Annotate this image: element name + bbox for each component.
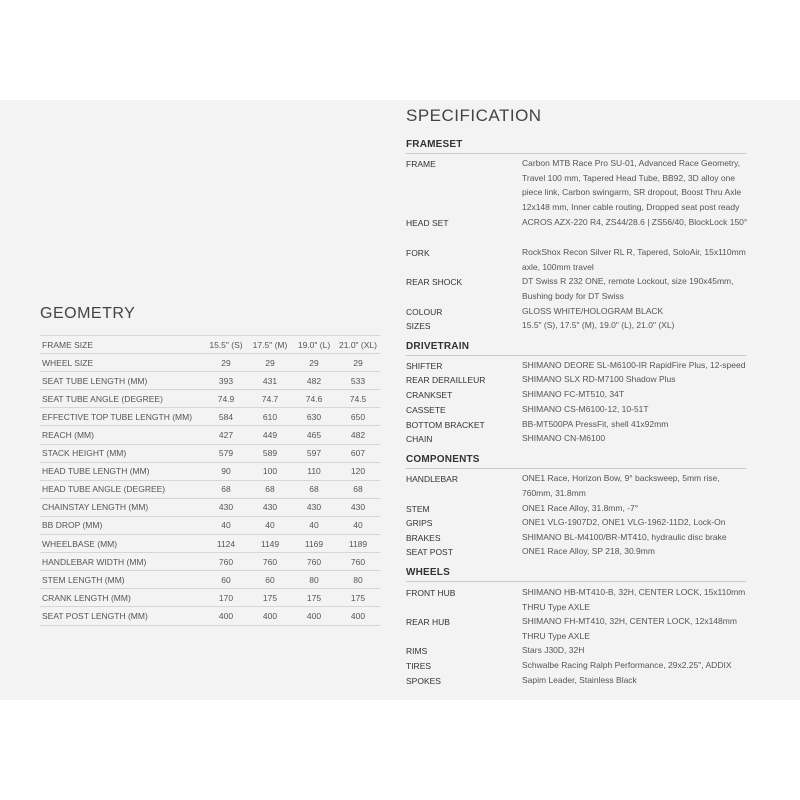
table-row (40, 607, 380, 625)
row-label-cell: REACH (MM) (40, 426, 204, 444)
value-cell: 68 (248, 480, 292, 498)
table-row (40, 408, 380, 426)
value-cell: 68 (336, 480, 380, 498)
value-cell: 630 (292, 408, 336, 426)
value-cell: 175 (292, 589, 336, 607)
value-cell: 80 (292, 571, 336, 589)
spec-label-fork: FORK (406, 248, 430, 258)
table-row (40, 535, 380, 553)
table-row (40, 498, 380, 516)
value-cell: 597 (292, 444, 336, 462)
table-row (40, 553, 380, 571)
value-cell: 29 (336, 354, 380, 372)
row-label-cell: HANDLEBAR WIDTH (MM) (40, 553, 204, 571)
row-label-cell: SEAT TUBE LENGTH (MM) (40, 372, 204, 390)
spec-value-bottom-bracket: BB-MT500PA PressFit, shell 41x92mm (522, 419, 669, 429)
row-label-cell: STEM LENGTH (MM) (40, 571, 204, 589)
table-row (40, 589, 380, 607)
row-label-cell: EFFECTIVE TOP TUBE LENGTH (MM) (40, 408, 204, 426)
value-cell: 400 (204, 607, 248, 625)
spec-value-colour: GLOSS WHITE/HOLOGRAM BLACK (522, 306, 664, 316)
value-cell: 29 (204, 354, 248, 372)
row-label-cell: WHEEL SIZE (40, 354, 204, 372)
header-cell: 17.5" (M) (248, 336, 292, 354)
value-cell: 74.9 (204, 390, 248, 408)
table-row (40, 516, 380, 534)
spec-label-stem: STEM (406, 504, 430, 514)
spec-label-seat-post: SEAT POST (406, 547, 453, 557)
specification-title: SPECIFICATION (406, 106, 542, 125)
row-label-cell: STACK HEIGHT (MM) (40, 444, 204, 462)
table-row (40, 462, 380, 480)
spec-label-handlebar: HANDLEBAR (406, 474, 458, 484)
spec-value-frame: Carbon MTB Race Pro SU-01, Advanced Race Geometry, Travel 100 mm, Tapered Head Tube, BB92, 3D alloy one piece link, Carbon swingarm, SR dropout, Boost Thru Axle 12x148 mm, Inner cable routing, Dropped seat post ready (522, 158, 742, 212)
value-cell: 607 (336, 444, 380, 462)
spec-label-brakes: BRAKES (406, 533, 441, 543)
row-label-cell: CHAINSTAY LENGTH (MM) (40, 498, 204, 516)
spec-label-spokes: SPOKES (406, 676, 441, 686)
section-components: COMPONENTS (406, 454, 746, 469)
value-cell: 584 (204, 408, 248, 426)
value-cell: 1189 (336, 535, 380, 553)
value-cell: 60 (248, 571, 292, 589)
value-cell: 760 (204, 553, 248, 571)
spec-value-chain: SHIMANO CN-M6100 (522, 433, 606, 443)
spec-value-handlebar: ONE1 Race, Horizon Bow, 9° backsweep, 5mm rise, 760mm, 31.8mm (522, 473, 720, 498)
table-row (40, 426, 380, 444)
value-cell: 120 (336, 462, 380, 480)
spec-value-stem: ONE1 Race Alloy, 31.8mm, -7° (522, 503, 639, 513)
value-cell: 430 (292, 498, 336, 516)
geometry-title: GEOMETRY (40, 305, 136, 322)
value-cell: 482 (336, 426, 380, 444)
spec-value-fork: RockShox Recon Silver RL R, Tapered, SoloAir, 15x110mm axle, 100mm travel (522, 247, 746, 272)
section-frameset: FRAMESET (406, 139, 746, 154)
header-cell: 15.5" (S) (204, 336, 248, 354)
value-cell: 1149 (248, 535, 292, 553)
value-cell: 430 (336, 498, 380, 516)
value-cell: 449 (248, 426, 292, 444)
spec-label-shifter: SHIFTER (406, 361, 443, 371)
geometry-header-row (40, 336, 380, 354)
value-cell: 650 (336, 408, 380, 426)
value-cell: 400 (336, 607, 380, 625)
value-cell: 465 (292, 426, 336, 444)
section-wheels: WHEELS (406, 567, 746, 582)
row-label-cell: CRANK LENGTH (MM) (40, 589, 204, 607)
spec-value-crankset: SHIMANO FC-MT510, 34T (522, 389, 625, 399)
spec-label-chain: CHAIN (406, 434, 433, 444)
value-cell: 760 (292, 553, 336, 571)
value-cell: 533 (336, 372, 380, 390)
header-cell: FRAME SIZE (40, 336, 204, 354)
table-row (40, 372, 380, 390)
row-label-cell: BB DROP (MM) (40, 516, 204, 534)
spec-label-cassete: CASSETE (406, 405, 446, 415)
value-cell: 170 (204, 589, 248, 607)
value-cell: 482 (292, 372, 336, 390)
spec-label-crankset: CRANKSET (406, 390, 453, 400)
value-cell: 1124 (204, 535, 248, 553)
spec-label-headset: HEAD SET (406, 218, 449, 228)
row-label-cell: HEAD TUBE ANGLE (DEGREE) (40, 480, 204, 498)
spec-value-rims: Stars J30D, 32H (522, 645, 585, 655)
value-cell: 68 (292, 480, 336, 498)
value-cell: 393 (204, 372, 248, 390)
spec-value-spokes: Sapim Leader, Stainless Black (522, 675, 637, 685)
spec-label-rear-shock: REAR SHOCK (406, 277, 463, 287)
value-cell: 40 (248, 516, 292, 534)
row-label-cell: SEAT TUBE ANGLE (DEGREE) (40, 390, 204, 408)
spec-label-bottom-bracket: BOTTOM BRACKET (406, 420, 485, 430)
spec-value-brakes: SHIMANO BL-M4100/BR-MT410, hydraulic disc brake (522, 532, 727, 542)
value-cell: 80 (336, 571, 380, 589)
value-cell: 431 (248, 372, 292, 390)
table-row (40, 354, 380, 372)
value-cell: 100 (248, 462, 292, 480)
table-row (40, 480, 380, 498)
value-cell: 90 (204, 462, 248, 480)
value-cell: 400 (292, 607, 336, 625)
section-drivetrain: DRIVETRAIN (406, 341, 746, 356)
header-cell: 19.0" (L) (292, 336, 336, 354)
spec-label-rear-derailleur: REAR DERAILLEUR (406, 375, 486, 385)
spec-value-grips: ONE1 VLG-1907D2, ONE1 VLG-1962-11D2, Lock-On (522, 517, 726, 527)
value-cell: 427 (204, 426, 248, 444)
value-cell: 29 (248, 354, 292, 372)
value-cell: 74.6 (292, 390, 336, 408)
spec-value-rear-hub: SHIMANO FH-MT410, 32H, CENTER LOCK, 12x148mm THRU Type AXLE (522, 616, 737, 641)
value-cell: 760 (336, 553, 380, 571)
row-label-cell: WHEELBASE (MM) (40, 535, 204, 553)
spec-label-front-hub: FRONT HUB (406, 588, 456, 598)
value-cell: 74.5 (336, 390, 380, 408)
value-cell: 610 (248, 408, 292, 426)
spec-label-colour: COLOUR (406, 307, 443, 317)
spec-label-rear-hub: REAR HUB (406, 617, 450, 627)
spec-value-sizes: 15.5" (S), 17.5" (M), 19.0" (L), 21.0" (XL) (522, 320, 675, 330)
value-cell: 110 (292, 462, 336, 480)
table-row (40, 444, 380, 462)
geometry-table (40, 335, 380, 626)
value-cell: 40 (336, 516, 380, 534)
value-cell: 175 (248, 589, 292, 607)
spec-label-rims: RIMS (406, 646, 428, 656)
value-cell: 579 (204, 444, 248, 462)
spec-label-grips: GRIPS (406, 518, 433, 528)
table-row (40, 390, 380, 408)
row-label-cell: SEAT POST LENGTH (MM) (40, 607, 204, 625)
value-cell: 40 (292, 516, 336, 534)
spec-label-frame: FRAME (406, 159, 436, 169)
value-cell: 60 (204, 571, 248, 589)
value-cell: 40 (204, 516, 248, 534)
value-cell: 430 (248, 498, 292, 516)
spec-value-rear-derailleur: SHIMANO SLX RD-M7100 Shadow Plus (522, 374, 676, 384)
header-cell: 21.0" (XL) (336, 336, 380, 354)
value-cell: 589 (248, 444, 292, 462)
value-cell: 74.7 (248, 390, 292, 408)
value-cell: 1169 (292, 535, 336, 553)
value-cell: 400 (248, 607, 292, 625)
value-cell: 68 (204, 480, 248, 498)
spec-label-tires: TIRES (406, 661, 432, 671)
table-row (40, 571, 380, 589)
spec-value-shifter: SHIMANO DEORE SL-M6100-IR RapidFire Plus, 12-speed (522, 360, 746, 370)
spec-value-tires: Schwalbe Racing Ralph Performance, 29x2.25", ADDIX (522, 660, 732, 670)
value-cell: 430 (204, 498, 248, 516)
value-cell: 175 (336, 589, 380, 607)
spec-label-sizes: SIZES (406, 321, 431, 331)
spec-value-headset: ACROS AZX-220 R4, ZS44/28.6 | ZS56/40, BlockLock 150° (522, 217, 748, 227)
value-cell: 29 (292, 354, 336, 372)
spec-value-rear-shock: DT Swiss R 232 ONE, remote Lockout, size 190x45mm, Bushing body for DT Swiss (522, 276, 734, 301)
spec-value-cassete: SHIMANO CS-M6100-12, 10-51T (522, 404, 649, 414)
value-cell: 760 (248, 553, 292, 571)
spec-value-seat-post: ONE1 Race Alloy, SP 218, 30.9mm (522, 546, 655, 556)
row-label-cell: HEAD TUBE LENGTH (MM) (40, 462, 204, 480)
spec-value-front-hub: SHIMANO HB-MT410-B, 32H, CENTER LOCK, 15x110mm THRU Type AXLE (522, 587, 746, 612)
